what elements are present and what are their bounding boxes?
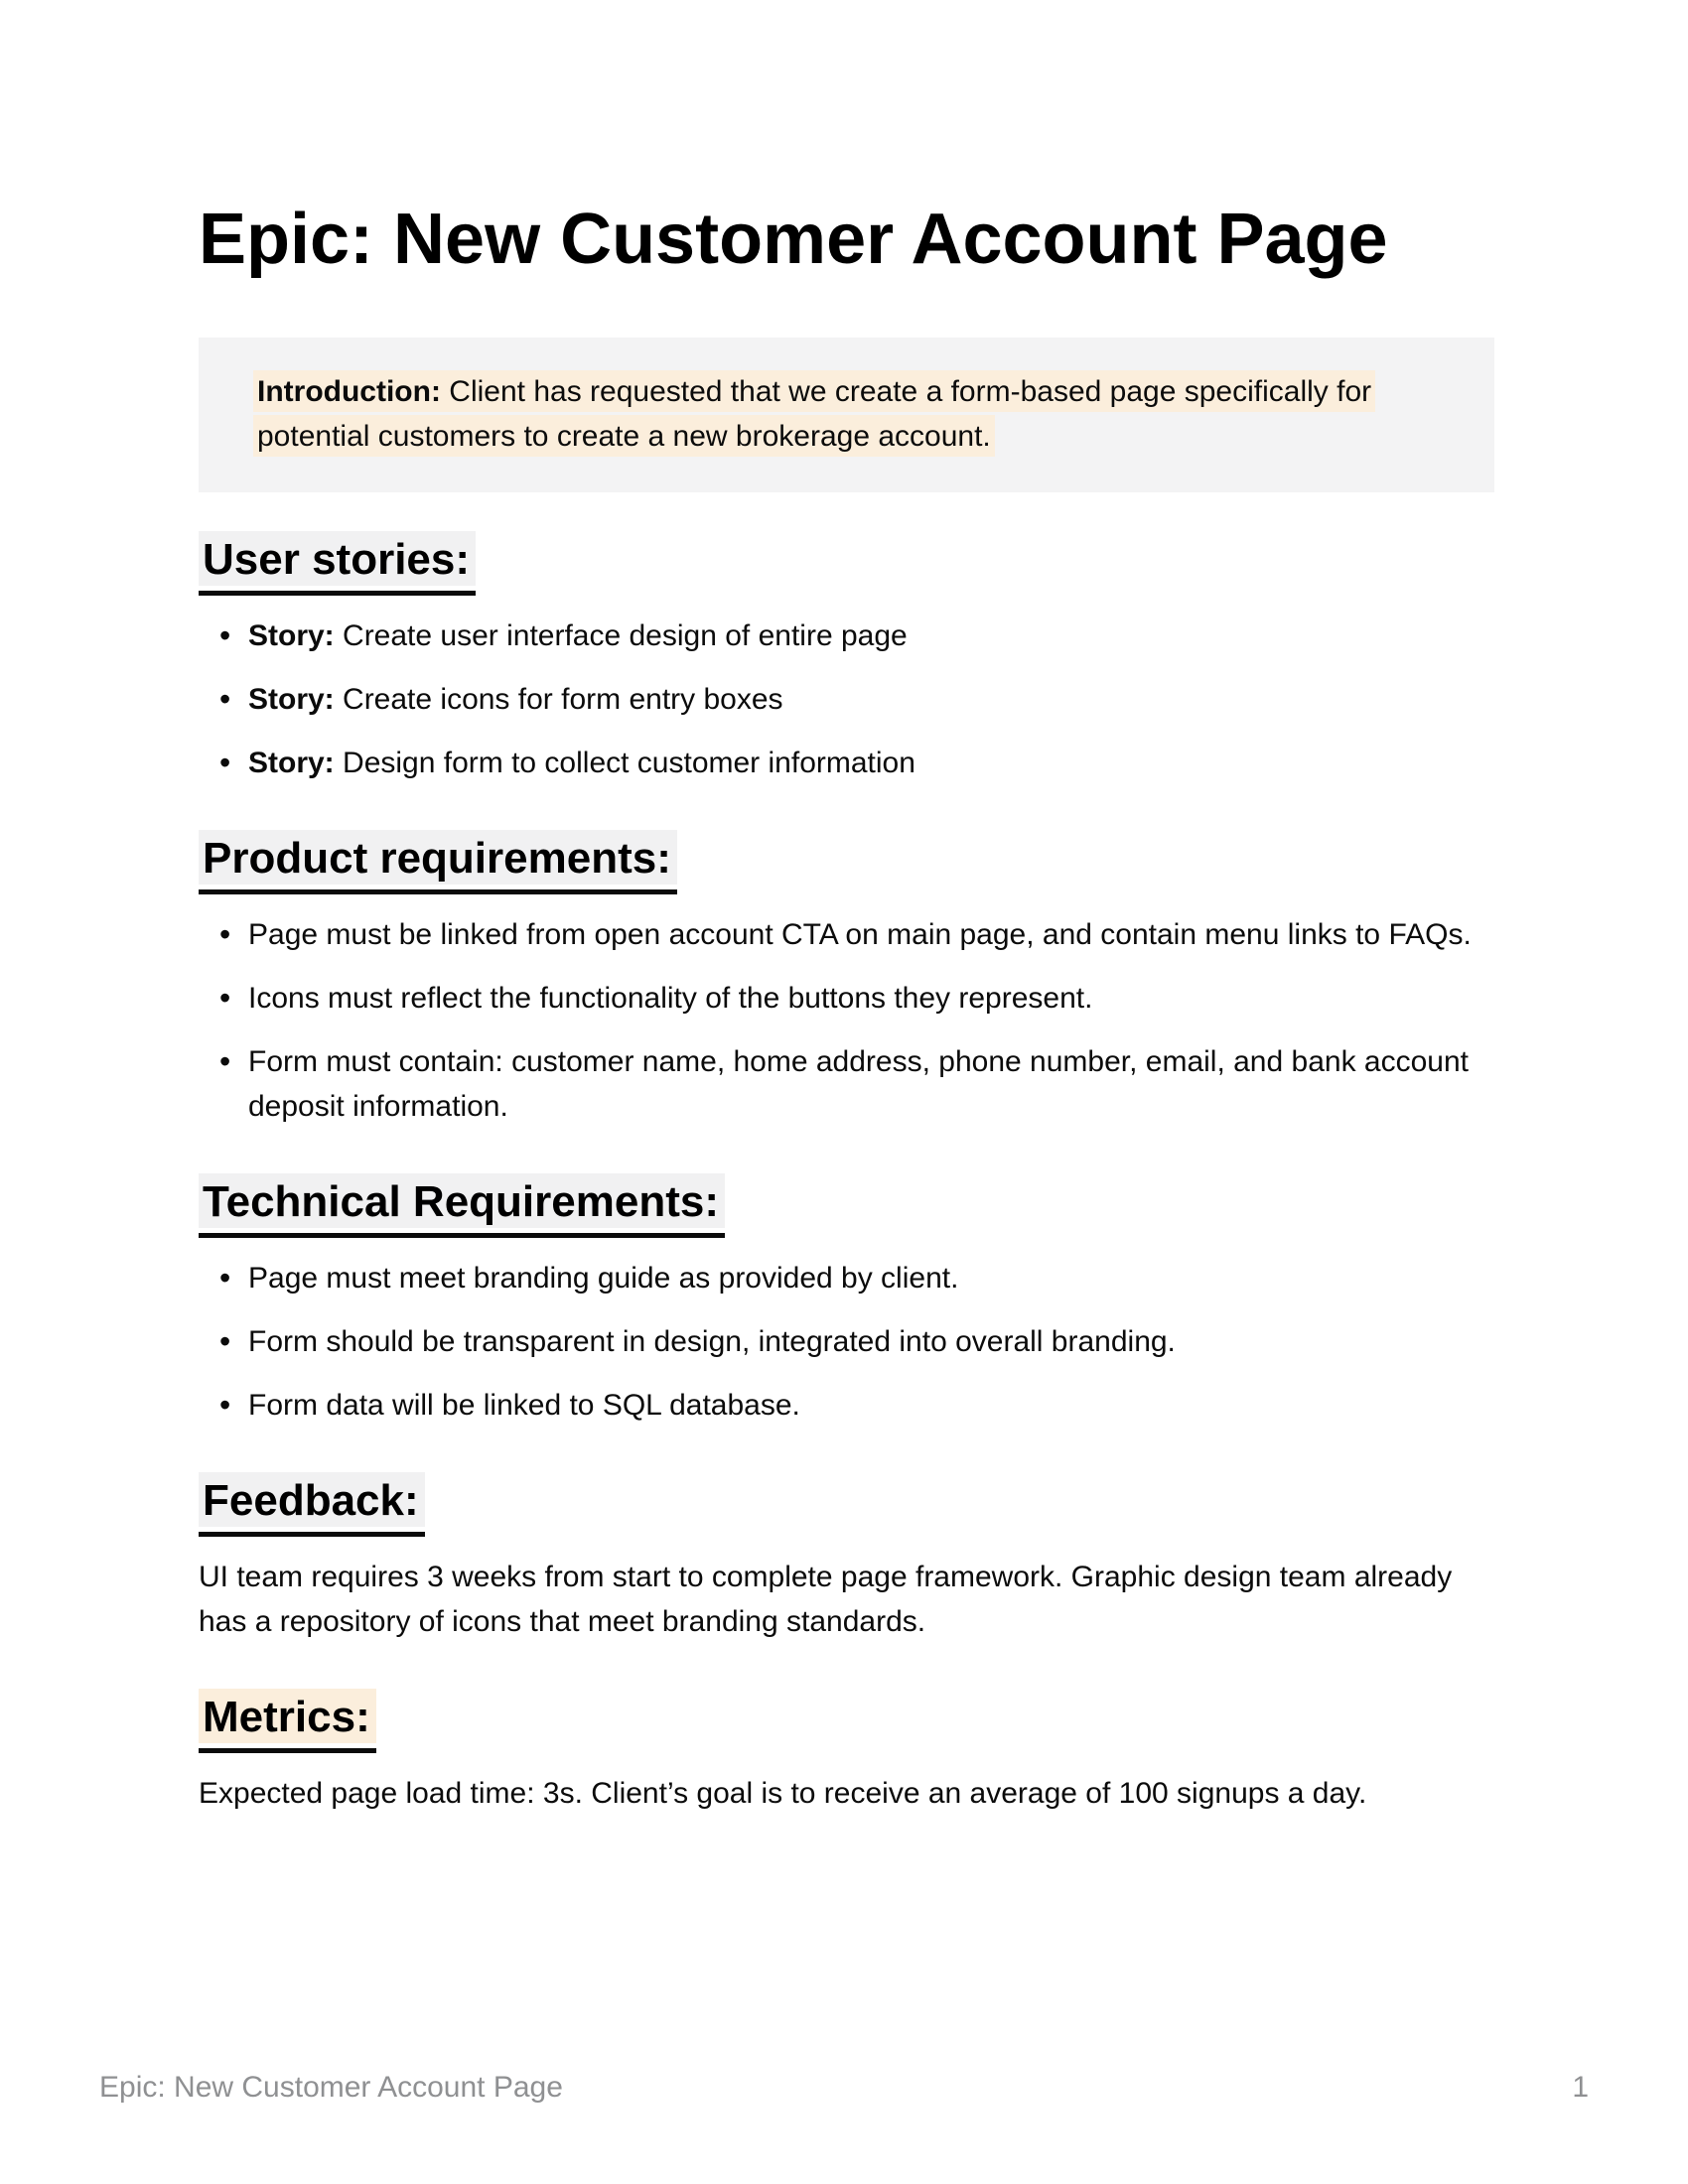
heading-underline	[199, 1174, 725, 1238]
list-item	[199, 1039, 1494, 1129]
heading-text: Metrics:	[199, 1689, 376, 1743]
product-requirements-list	[199, 912, 1494, 1129]
page-footer	[99, 2071, 1589, 2105]
list-item	[199, 1319, 1494, 1364]
list-item	[199, 677, 1494, 722]
footer-document-title: Epic: New Customer Account Page	[99, 2071, 563, 2104]
feedback-paragraph: UI team requires 3 weeks from start to complete page framework. Graphic design team already has a repository of icons that meet branding standards.	[199, 1561, 1453, 1639]
bullet-text: Page must meet branding guide as provided by client.	[248, 1262, 959, 1296]
heading-underline	[199, 532, 476, 596]
bullet-text: Icons must reflect the functionality of the buttons they represent.	[248, 982, 1093, 1016]
list-item	[199, 614, 1494, 658]
introduction-label: Introduction:	[257, 375, 441, 409]
introduction-highlighted-text	[253, 370, 1375, 457]
bullet-text: Form should be transparent in design, integrated into overall branding.	[248, 1325, 1176, 1359]
heading-text: Feedback:	[199, 1472, 425, 1527]
list-item	[199, 1383, 1494, 1428]
metrics-paragraph: Expected page load time: 3s. Client’s goal is to receive an average of 100 signups a day.	[199, 1777, 1367, 1811]
bullet-label: Story:	[248, 683, 335, 717]
footer-page-number: 1	[1572, 2071, 1589, 2104]
introduction-box	[199, 338, 1494, 492]
heading-text: Product requirements:	[199, 830, 677, 885]
page-title: Epic: New Customer Account Page	[199, 200, 1388, 279]
bullet-text: Create icons for form entry boxes	[334, 683, 783, 717]
heading-text: Technical Requirements:	[199, 1173, 725, 1228]
bullet-text: Form must contain: customer name, home address, phone number, email, and bank account deposit information.	[248, 1045, 1469, 1124]
list-item	[199, 912, 1494, 957]
heading-underline	[199, 831, 677, 894]
technical-requirements-list	[199, 1256, 1494, 1428]
section-heading-technical-requirements	[199, 1174, 1494, 1238]
heading-underline	[199, 1473, 425, 1537]
bullet-text: Design form to collect customer information	[334, 747, 915, 780]
heading-underline	[199, 1690, 376, 1753]
bullet-label: Story:	[248, 747, 335, 780]
section-heading-metrics	[199, 1690, 1494, 1753]
bullet-label: Story:	[248, 619, 335, 653]
list-item	[199, 741, 1494, 785]
bullet-text: Page must be linked from open account CTA on main page, and contain menu links to FAQs.	[248, 918, 1472, 952]
list-item	[199, 1256, 1494, 1300]
section-heading-user-stories	[199, 532, 1494, 596]
heading-text: User stories:	[199, 531, 476, 586]
user-stories-list	[199, 614, 1494, 785]
bullet-text: Form data will be linked to SQL database.	[248, 1389, 800, 1423]
bullet-text: Create user interface design of entire page	[334, 619, 908, 653]
list-item	[199, 976, 1494, 1021]
section-heading-feedback	[199, 1473, 1494, 1537]
introduction-text: Client has requested that we create a form-based page specifically for potential customers to create a new brokerage account.	[257, 375, 1372, 454]
section-heading-product-requirements	[199, 831, 1494, 894]
